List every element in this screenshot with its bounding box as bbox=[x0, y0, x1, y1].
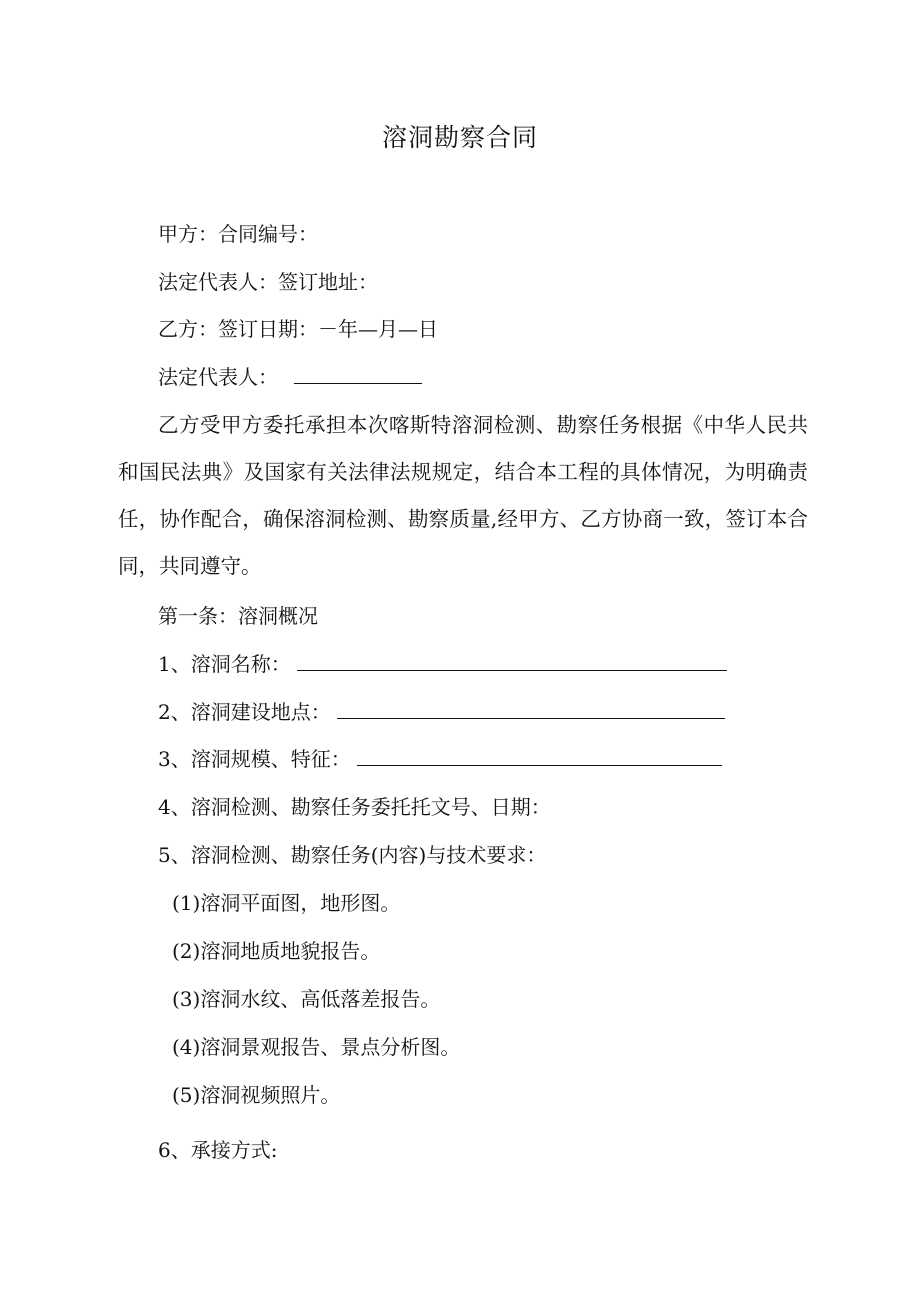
party-b-date-line: 乙方：签订日期：－年—月—日 bbox=[158, 317, 438, 341]
subitem-1: (1)溶洞平面图，地形图。 bbox=[172, 891, 401, 915]
subitem-2: (2)溶洞地质地貌报告。 bbox=[172, 939, 381, 963]
representative-line bbox=[158, 362, 422, 392]
representative-label: 法定代表人： bbox=[158, 365, 278, 389]
item-3-label: 3、溶洞规模、特征： bbox=[158, 747, 351, 771]
item-3-scale bbox=[158, 744, 722, 774]
item-6-method: 6、承接方式: bbox=[158, 1138, 278, 1162]
subitem-4: (4)溶洞景观报告、景点分析图。 bbox=[172, 1035, 461, 1059]
item-3-blank[interactable] bbox=[357, 745, 722, 766]
item-5-requirements: 5、溶洞检测、勘察任务(内容)与技术要求： bbox=[158, 843, 547, 867]
subitem-5: (5)溶洞视频照片。 bbox=[172, 1083, 341, 1107]
article-1-heading: 第一条：溶洞概况 bbox=[158, 604, 318, 628]
item-2-blank[interactable] bbox=[337, 698, 725, 719]
item-1-blank[interactable] bbox=[297, 650, 727, 671]
subitem-3: (3)溶洞水纹、高低落差报告。 bbox=[172, 987, 441, 1011]
preamble-paragraph: 乙方受甲方委托承担本次喀斯特溶洞检测、勘察任务根据《中华人民共和国民法典》及国家有关法律法规规定，结合本工程的具体情况，为明确责任，协作配合，确保溶洞检测、勘察质量,经甲方、乙方协商一致，签订本合同，共同遵守。 bbox=[118, 413, 808, 578]
item-2-label: 2、溶洞建设地点： bbox=[158, 700, 331, 724]
document-title: 溶洞勘察合同 bbox=[381, 123, 538, 152]
representative-sign-location-line: 法定代表人：签订地址： bbox=[158, 270, 378, 294]
party-a-line: 甲方：合同编号： bbox=[158, 222, 318, 246]
item-1-cave-name bbox=[158, 649, 727, 679]
item-1-label: 1、溶洞名称： bbox=[158, 652, 291, 676]
item-2-location bbox=[158, 697, 725, 727]
item-4-commission: 4、溶洞检测、勘察任务委托托文号、日期： bbox=[158, 795, 551, 819]
representative-blank[interactable] bbox=[294, 363, 422, 384]
